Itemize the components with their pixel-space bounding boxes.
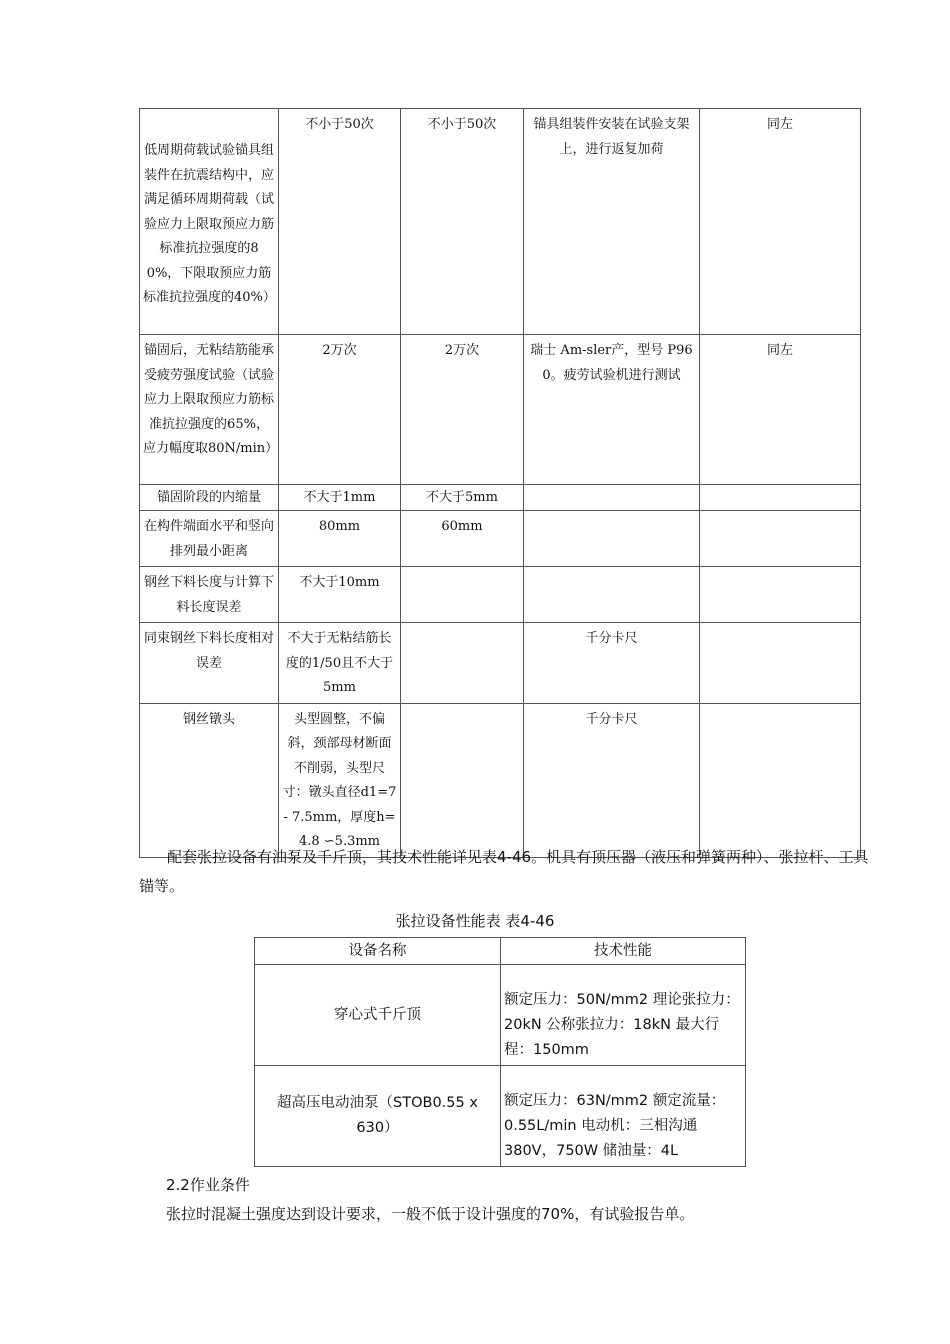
method-cell: 锚具组装件安装在试验支架上，进行返复加荷: [524, 109, 700, 335]
method-cell: 瑞士 Am-sler产，型号 P960。疲劳试验机进行测试: [524, 335, 700, 485]
method-cell: 千分卡尺: [524, 623, 700, 704]
item-cell: 低周期荷载试验锚具组装件在抗震结构中，应满足循环周期荷载（试验应力上限取预应力筋标准抗拉强度的80%，下限取预应力筋标准抗拉强度的40%）: [140, 109, 279, 335]
value-cell-1: 2万次: [279, 335, 401, 485]
note-cell: [700, 567, 861, 623]
conditions-paragraph: 张拉时混凝土强度达到设计要求，一般不低于设计强度的70%，有试验报告单。: [166, 1205, 695, 1223]
method-cell: [524, 511, 700, 567]
value-cell-2: 2万次: [401, 335, 524, 485]
table-caption: 张拉设备性能表 表4-46: [395, 912, 555, 930]
table-row: [140, 485, 861, 511]
header-equipment-name: 设备名称: [255, 938, 501, 965]
method-cell: [524, 567, 700, 623]
table-row: [255, 965, 746, 1066]
value-cell-1: 不大于10mm: [279, 567, 401, 623]
table-row: [140, 703, 861, 857]
section-title: 2.2作业条件: [166, 1176, 250, 1194]
note-cell: [700, 511, 861, 567]
equipment-table: [254, 937, 746, 1167]
note-cell: [700, 703, 861, 857]
table-row: [140, 335, 861, 485]
value-cell-2: [401, 567, 524, 623]
equipment-name-cell: 超高压电动油泵（STOB0.55 x 630）: [255, 1066, 501, 1167]
table-row: [140, 623, 861, 704]
anchor-spec-table: [139, 108, 861, 858]
table-header-row: [255, 938, 746, 965]
item-cell: 钢丝下料长度与计算下料长度误差: [140, 567, 279, 623]
note-cell: 同左: [700, 335, 861, 485]
table-row: [140, 109, 861, 335]
table-row: [140, 511, 861, 567]
item-cell: 在构件端面水平和竖向排列最小距离: [140, 511, 279, 567]
performance-cell: 额定压力：50N/mm2 理论张拉力：20kN 公称张拉力：18kN 最大行程：150mm: [501, 965, 746, 1066]
note-cell: 同左: [700, 109, 861, 335]
item-cell: 同束钢丝下料长度相对误差: [140, 623, 279, 704]
value-cell-1: 头型圆整，不偏斜，颈部母材断面不削弱，头型尺寸：镦头直径d1=7 - 7.5mm，厚度h=4.8 ∽5.3mm: [279, 703, 401, 857]
value-cell-2: [401, 623, 524, 704]
item-cell: 锚固后，无粘结筋能承受疲劳强度试验（试验应力上限取预应力筋标准抗拉强度的65%，应力幅度取80N/min）: [140, 335, 279, 485]
method-cell: 千分卡尺: [524, 703, 700, 857]
performance-cell: 额定压力：63N/mm2 额定流量：0.55L/min 电动机：三相沟通380V，750W 储油量：4L: [501, 1066, 746, 1167]
note-cell: [700, 623, 861, 704]
value-cell-1: 不小于50次: [279, 109, 401, 335]
header-performance: 技术性能: [501, 938, 746, 965]
value-cell-1: 不大于1mm: [279, 485, 401, 511]
table-row: [255, 1066, 746, 1167]
method-cell: [524, 485, 700, 511]
value-cell-1: 不大于无粘结筋长度的1/50且不大于5mm: [279, 623, 401, 704]
table-row: [140, 567, 861, 623]
item-cell: 钢丝镦头: [140, 703, 279, 857]
equipment-paragraph: 配套张拉设备有油泵及千斤顶，其技术性能详见表4-46。机具有顶压器（液压和弹簧两种）、张拉杆、工具锚等。: [139, 848, 869, 895]
equipment-name-cell: 穿心式千斤顶: [255, 965, 501, 1066]
value-cell-2: 60mm: [401, 511, 524, 567]
value-cell-2: 不大于5mm: [401, 485, 524, 511]
note-cell: [700, 485, 861, 511]
value-cell-2: 不小于50次: [401, 109, 524, 335]
value-cell-2: [401, 703, 524, 857]
value-cell-1: 80mm: [279, 511, 401, 567]
item-cell: 锚固阶段的内缩量: [140, 485, 279, 511]
